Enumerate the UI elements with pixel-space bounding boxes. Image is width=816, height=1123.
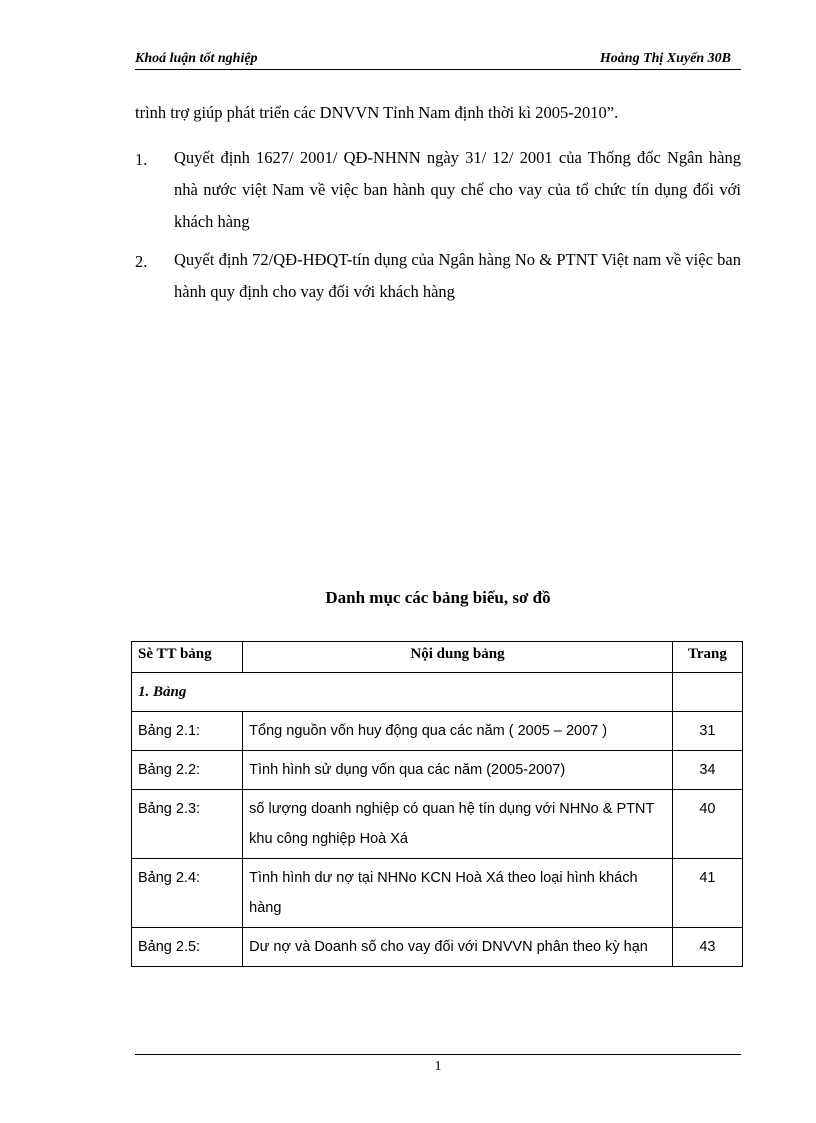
row-page: 34 — [672, 751, 742, 790]
table-row — [132, 712, 743, 751]
table-row — [132, 751, 743, 790]
row-id: Bảng 2.1: — [132, 712, 243, 751]
table-row — [132, 790, 743, 859]
table-row — [132, 928, 743, 967]
column-header-page: Trang — [672, 642, 742, 673]
list-item — [135, 142, 741, 238]
row-page: 43 — [672, 928, 742, 967]
tables-index — [131, 641, 743, 967]
header-thesis-label: Khoá luận tốt nghiệp — [135, 51, 258, 66]
column-header-content: Nội dung bảng — [243, 642, 673, 673]
section-label: 1. Bảng — [132, 673, 673, 712]
page-header — [135, 49, 741, 70]
intro-paragraph: trình trợ giúp phát triển các DNVVN Tỉnh Nam định thời kì 2005-2010”. — [135, 103, 619, 122]
section-empty-cell — [672, 673, 742, 712]
list-item-text: Quyết định 1627/ 2001/ QĐ-NHNN ngày 31/ 12/ 2001 của Thống đốc Ngân hàng nhà nước việt Nam về việc ban hành quy chế cho vay của tổ chức tín dụng đối với khách hàng — [174, 148, 741, 231]
table-row — [132, 859, 743, 928]
header-author: Hoàng Thị Xuyến 30B — [599, 51, 731, 66]
row-content: Tình hình dư nợ tại NHNo KCN Hoà Xá theo loại hình khách hàng — [243, 859, 673, 928]
row-content: số lượng doanh nghiệp có quan hệ tín dụng với NHNo & PTNT khu công nghiệp Hoà Xá — [243, 790, 673, 859]
row-id: Bảng 2.2: — [132, 751, 243, 790]
list-item-number: 2. — [135, 252, 148, 271]
list-item — [135, 244, 741, 308]
row-page: 41 — [672, 859, 742, 928]
list-item-number: 1. — [135, 150, 148, 169]
row-page: 31 — [672, 712, 742, 751]
page-number: 1 — [434, 1059, 442, 1074]
row-id: Bảng 2.4: — [132, 859, 243, 928]
row-id: Bảng 2.5: — [132, 928, 243, 967]
table-section-row — [132, 673, 743, 712]
column-header-id: Sè TT bảng — [132, 642, 243, 673]
row-content: Dư nợ và Doanh số cho vay đối với DNVVN phân theo kỳ hạn — [243, 928, 673, 967]
row-page: 40 — [672, 790, 742, 859]
row-id: Bảng 2.3: — [132, 790, 243, 859]
list-item-text: Quyết định 72/QĐ-HĐQT-tín dụng của Ngân hàng No & PTNT Việt nam về việc ban hành quy định cho vay đối với khách hàng — [174, 250, 741, 301]
table-list-title: Danh mục các bảng biểu, sơ đồ — [325, 588, 551, 607]
table-header-row — [132, 642, 743, 673]
reference-list — [135, 142, 741, 314]
page-footer — [135, 1054, 741, 1075]
row-content: Tình hình sử dụng vốn qua các năm (2005-2007) — [243, 751, 673, 790]
row-content: Tổng nguồn vốn huy động qua các năm ( 2005 – 2007 ) — [243, 712, 673, 751]
